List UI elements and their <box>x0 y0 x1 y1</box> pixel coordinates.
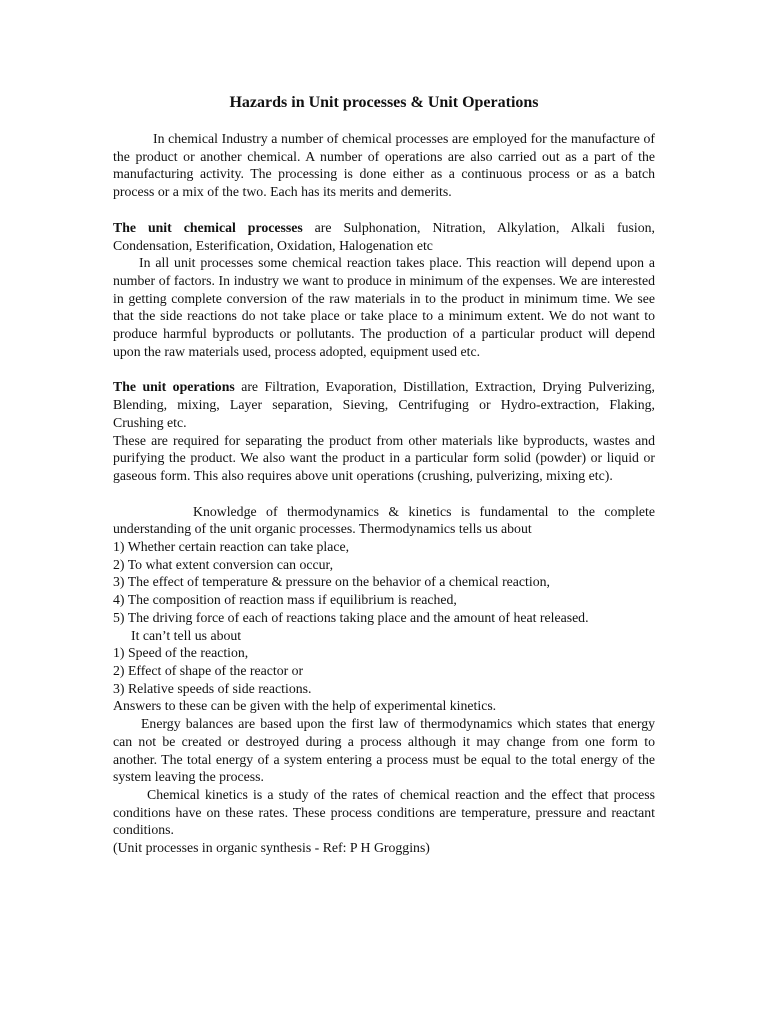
unit-processes-paragraph <box>113 219 655 254</box>
unit-operations-detail: These are required for separating the product from other materials like byproducts, wastes and purifying the product. We also want the product in a particular form solid (powder) or liquid or gaseous form. This also requires above unit operations (crushing, pulverizing, mixing etc). <box>113 432 655 483</box>
unit-processes-detail: In all unit processes some chemical reaction takes place. This reaction will depend upon a number of factors. In industry we want to produce in minimum of the expenses. We are interested in getting complete conversion of the raw materials in to the product in minimum time. We see that the side reactions do not take place or take place to a minimum extent. We do not want to produce harmful byproducts or pollutants. The production of a particular product will depend upon the raw materials used, process adopted, equipment used etc. <box>113 255 655 359</box>
unit-operations-paragraph <box>113 378 655 431</box>
list-item: 3) Relative speeds of side reactions. <box>113 680 312 696</box>
reference-line: (Unit processes in organic synthesis - Ref: P H Groggins) <box>113 840 430 856</box>
list-item: 4) The composition of reaction mass if equilibrium is reached, <box>113 592 457 608</box>
unit-processes-heading: The unit chemical processes <box>113 219 303 235</box>
cant-intro: It can’t tell us about <box>131 627 242 643</box>
answers-line: Answers to these can be given with the help of experimental kinetics. <box>113 698 497 714</box>
list-item: 1) Whether certain reaction can take place, <box>113 539 350 555</box>
list-item: 2) To what extent conversion can occur, <box>113 556 334 572</box>
list-item: 1) Speed of the reaction, <box>113 645 249 661</box>
unit-operations-heading: The unit operations <box>113 379 235 395</box>
intro-paragraph: In chemical Industry a number of chemical processes are employed for the manufacture of the product or another chemical. A number of operations are also carried out as a part of the manufacturing activity. The processing is done either as a continuous process or as a batch process or a mix of the two. Each has its merits and demerits. <box>113 131 655 200</box>
unit-processes-list: are Sulphonation, Nitration, Alkylation, Alkali fusion, Condensation, Esterification, Oxidation, Halogenation etc <box>113 219 655 253</box>
list-item: 2) Effect of shape of the reactor or <box>113 662 304 678</box>
list-item: 5) The driving force of each of reactions taking place and the amount of heat released. <box>113 609 589 625</box>
thermo-intro: Knowledge of thermodynamics & kinetics is fundamental to the complete understanding of the unit organic processes. Thermodynamics tells us about <box>113 503 655 537</box>
list-item: 3) The effect of temperature & pressure on the behavior of a chemical reaction, <box>113 574 550 590</box>
unit-operations-list: are Filtration, Evaporation, Distillation, Extraction, Drying Pulverizing, Blending, mixing, Layer separation, Sieving, Centrifuging or Hydro-extraction, Flaking, Crushing etc. <box>113 379 656 430</box>
document-title: Hazards in Unit processes & Unit Operations <box>229 94 539 111</box>
energy-paragraph: Energy balances are based upon the first law of thermodynamics which states that energy can not be created or destroyed during a process although it may change from one form to another. The total energy of a system entering a process must be equal to the total energy of the system leaving the process. <box>113 716 655 785</box>
kinetics-paragraph: Chemical kinetics is a study of the rates of chemical reaction and the effect that process conditions have on these rates. These process conditions are temperature, pressure and reactant conditions. <box>113 786 655 838</box>
